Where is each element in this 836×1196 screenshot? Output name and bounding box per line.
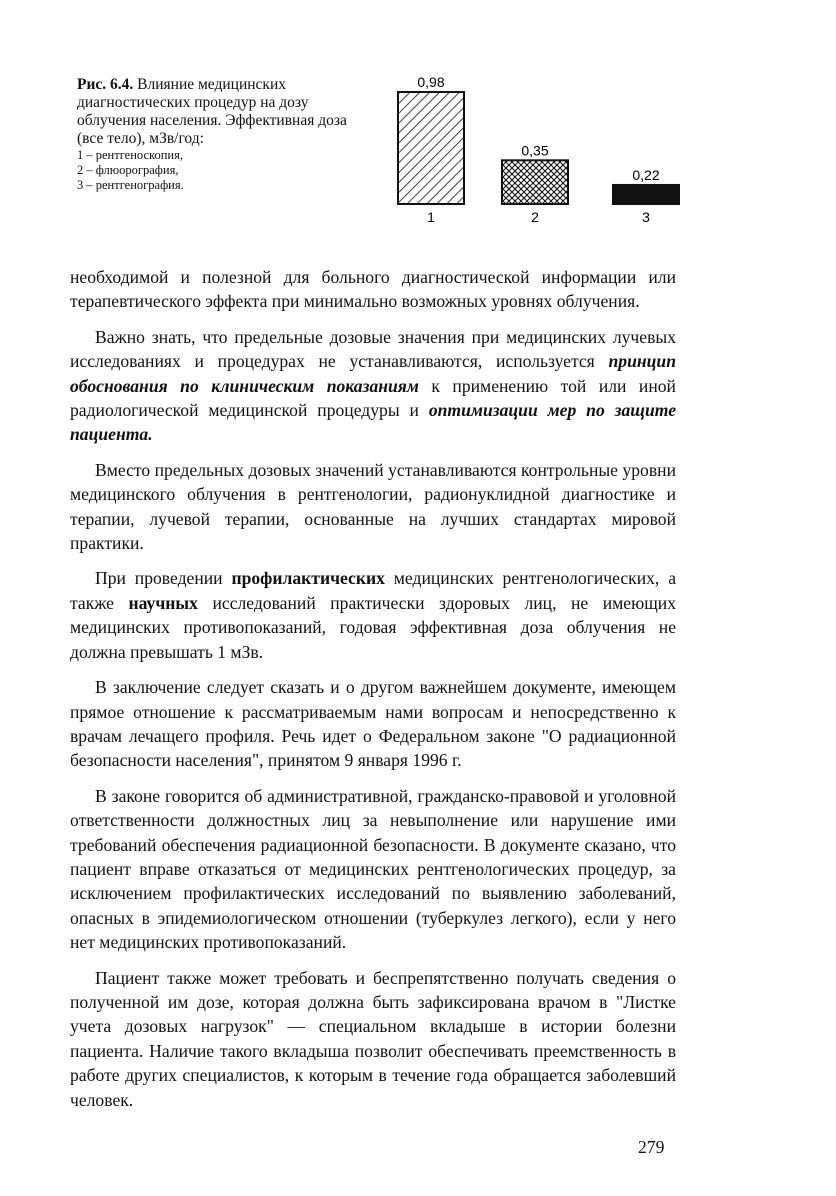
chart-svg	[380, 72, 690, 232]
text-run: исследований практически здоровых лиц, не имеющих медицинских противопоказаний, годовая эффективная доза облучения не должна превышать 1 мЗв.	[70, 592, 676, 662]
text-run: В законе говорится об административной, гражданско-правовой и уголовной ответственности должностных лиц за невыполнение или нарушение ими требований обеспечения радиационной безопасности. В документе сказано, что пациент вправе отказаться от медицинских рентгенологических процедур, за исключением профилактических исследований по выявлению заболеваний, опасных в эпидемиологическом отношении (туберкулез легкого), если у него нет медицинских противопоказаний.	[70, 785, 676, 953]
emphasized-text: научных	[128, 592, 198, 613]
bar-value-label: 0,22	[632, 166, 660, 183]
text-run: Вместо предельных дозовых значений устанавливаются контрольные уровни медицинского облучения в рентгенологии, радионуклидной диагностике и терапии, лучевой терапии, основанные на лучших стандартах мировой практики.	[70, 459, 676, 554]
paragraph	[70, 325, 676, 447]
text-run: к применению той или иной радиологической медицинской процедуры и	[70, 375, 676, 421]
text-run: медицинских рентгенологических, а также	[70, 568, 676, 613]
category-label: 1	[427, 209, 435, 225]
dose-bar-chart	[380, 72, 690, 232]
category-label: 2	[531, 209, 539, 225]
bar-value-label: 0,98	[417, 74, 445, 90]
page-number: 279	[638, 1137, 665, 1157]
text-run: Важно знать, что предельные дозовые значения при медицинских лучевых исследованиях и процедурах не устанавливаются, используется	[70, 326, 676, 372]
legend-item: 2 – флюорография,	[77, 163, 179, 177]
legend-item: 3 – рентгенография.	[77, 178, 184, 192]
figure-number: Рис. 6.4.	[77, 76, 134, 93]
emphasized-text: профилактических	[231, 568, 385, 589]
text-run: При проведении	[95, 568, 232, 589]
text-run: В заключение следует сказать и о другом важнейшем документе, имеющем прямое отношение к рассматриваемым нами вопросам и непосредственно к врачам лечащего профиля. Речь идет о Федеральном законе "О радиационной безопасности населения", принятом 9 января 1996 г.	[70, 677, 676, 771]
emphasized-text: принцип обоснования по клиническим показаниям	[70, 351, 676, 396]
bar-2	[502, 160, 568, 204]
paragraph	[70, 458, 676, 556]
paragraph	[70, 675, 676, 773]
bar-3	[613, 185, 679, 204]
paragraph	[70, 265, 676, 314]
text-run: необходимой и полезной для больного диагностической информации или терапевтического эффекта при минимально возможных уровнях облучения.	[70, 267, 676, 312]
figure-caption	[77, 76, 377, 193]
category-label: 3	[642, 209, 650, 225]
caption-title	[77, 76, 377, 148]
bar-value-label: 0,35	[521, 142, 549, 159]
legend-item: 1 – рентгеноскопия,	[77, 148, 183, 162]
text-run: Пациент также может требовать и беспрепятственно получать сведения о полученной им дозе, которая должна быть зафиксирована врачом в "Листке учета дозовых нагрузок" — специальном вкладыше в истории болезни пациента. Наличие такого вкладыша позволит обеспечивать преемственность в работе других специалистов, к которым в течение года обращается заболевший человек.	[70, 967, 676, 1110]
caption-text: Влияние медицинских диагностических процедур на дозу облучения населения. Эффективная доза (все тело), мЗв/год:	[77, 76, 347, 147]
emphasized-text: оптимизации мер по защите пациента.	[70, 400, 676, 445]
paragraph	[70, 784, 676, 955]
paragraph	[70, 566, 676, 664]
paragraph	[70, 966, 676, 1112]
main-text	[70, 265, 676, 1123]
bar-1	[398, 92, 464, 204]
